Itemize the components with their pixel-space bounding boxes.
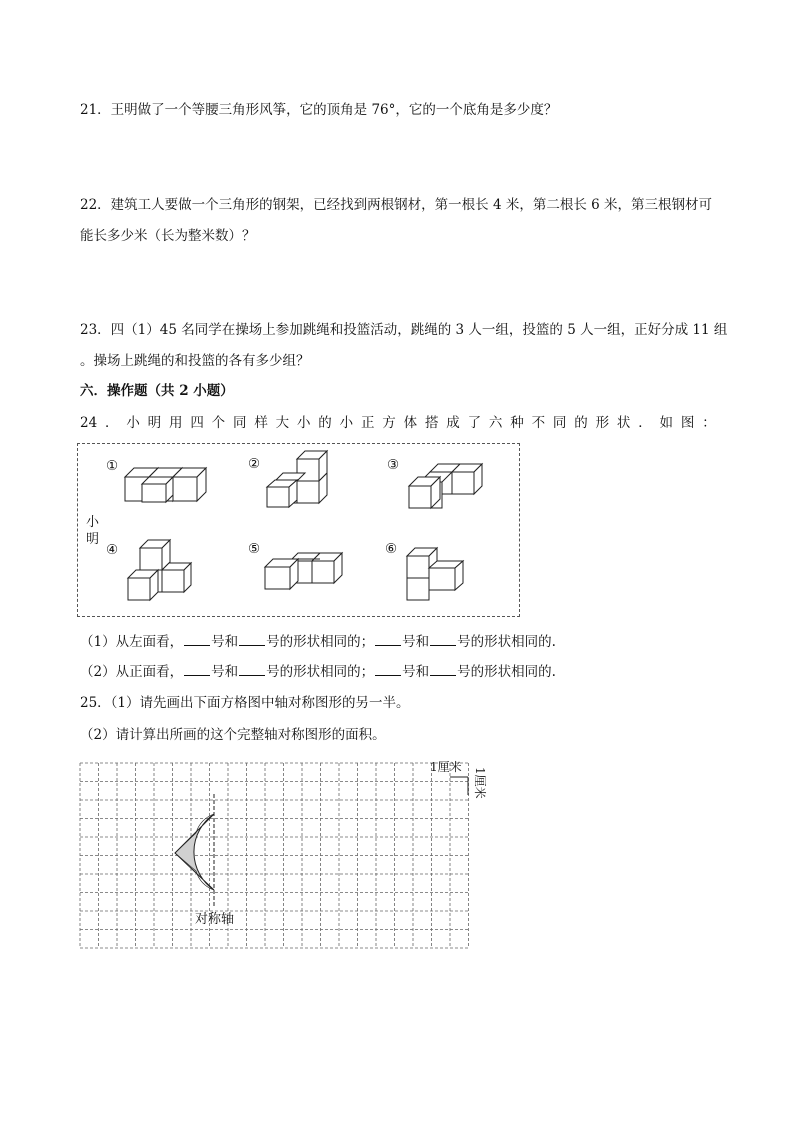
question-24-intro xyxy=(80,414,716,432)
question-24-intro-char: 用 xyxy=(169,415,183,431)
symmetry-grid xyxy=(78,760,487,951)
question-24-intro-char: 种 xyxy=(510,415,524,431)
figure-label-5: ⑤ xyxy=(248,541,261,557)
sub-2-word-3: 号和 xyxy=(402,664,430,680)
sub-1-word-2: 号的形状相同的； xyxy=(266,634,375,650)
answer-blank[interactable] xyxy=(375,633,401,646)
question-24-intro-char: 四 xyxy=(190,415,204,431)
answer-blank[interactable] xyxy=(375,663,401,676)
question-24-intro-char: 同 xyxy=(232,415,247,431)
question-24-intro-char: 明 xyxy=(147,415,162,431)
question-24-intro-char: ． xyxy=(105,415,119,431)
question-24-intro-char: 六 xyxy=(488,415,503,431)
question-25-line-1 xyxy=(80,694,410,712)
question-24-intro-char: 的 xyxy=(574,415,588,431)
cube-figure-box xyxy=(77,443,520,617)
answer-blank[interactable] xyxy=(430,663,456,676)
question-24-intro-char: 同 xyxy=(552,415,567,431)
figure-label-1: ① xyxy=(106,458,119,474)
sub-1-word-4: 号的形状相同的. xyxy=(457,634,556,650)
answer-blank[interactable] xyxy=(184,633,210,646)
question-22-line-2 xyxy=(80,227,256,245)
question-24-intro-char: 样 xyxy=(254,415,268,431)
question-23-line-1 xyxy=(80,321,727,339)
question-24-intro-char: 的 xyxy=(318,415,332,431)
question-24-intro-char: 了 xyxy=(467,415,482,431)
question-24-intro-char: 状 xyxy=(616,415,631,431)
answer-blank[interactable] xyxy=(184,663,210,676)
question-24-intro-char: 个 xyxy=(211,415,226,431)
question-23-line-2 xyxy=(80,352,310,370)
question-22-text-1: 22．建筑工人要做一个三角形的钢架，已经找到两根钢材，第一根长 4 米，第二根长 6 米，第三根钢材可 xyxy=(80,197,713,213)
figure-label-6: ⑥ xyxy=(385,541,398,557)
question-21 xyxy=(80,101,557,119)
question-21-text: 21．王明做了一个等腰三角形风筝，它的顶角是 76°，它的一个底角是多少度？ xyxy=(80,102,558,118)
question-25-line-2 xyxy=(80,726,386,744)
question-24-intro-char: 小 xyxy=(126,415,140,431)
question-24-intro-char: 体 xyxy=(403,415,418,431)
figure-label-2: ② xyxy=(248,456,261,472)
sub-2-word-1: 号和 xyxy=(211,664,239,680)
sub-1-word-3: 号和 xyxy=(402,634,430,650)
cube-shape-5 xyxy=(264,551,356,591)
cube-shape-3 xyxy=(408,462,498,510)
cube-shape-4 xyxy=(127,538,191,602)
answer-blank[interactable] xyxy=(239,663,265,676)
question-24-intro-char: ． xyxy=(638,415,652,431)
question-24-intro-char: 搭 xyxy=(424,415,439,431)
question-24-intro-char: 不 xyxy=(531,415,546,431)
question-24-intro-char: 方 xyxy=(382,415,396,431)
question-24-intro-char: 正 xyxy=(360,415,375,431)
section-6-title-text: 六．操作题（共 2 小题） xyxy=(80,383,234,399)
figure-label-4: ④ xyxy=(106,542,119,558)
question-22-line-1 xyxy=(80,196,712,214)
question-24-intro-char: 形 xyxy=(595,415,610,431)
question-24-intro-char: 小 xyxy=(296,415,311,431)
answer-blank[interactable] xyxy=(239,633,265,646)
answer-blank[interactable] xyxy=(430,633,456,646)
sub-2-prefix: （2）从正面看， xyxy=(80,664,184,680)
figure-label-3: ③ xyxy=(387,457,400,473)
question-22-text-2: 能长多少米（长为整米数）？ xyxy=(80,228,256,244)
question-24-sub-2 xyxy=(80,663,556,681)
sub-2-word-2: 号的形状相同的； xyxy=(266,664,375,680)
question-24-intro-char: 如 xyxy=(659,415,674,431)
question-25-text-2: （2）请计算出所画的这个完整轴对称图形的面积。 xyxy=(80,727,386,743)
question-25-text-1: 25．（1）请先画出下面方格图中轴对称图形的另一半。 xyxy=(80,695,410,711)
unit-label-horizontal: 1厘米 xyxy=(430,760,462,774)
cube-shape-1 xyxy=(124,464,206,504)
question-24-intro-char: 小 xyxy=(339,415,354,431)
axis-label: 对称轴 xyxy=(195,912,235,927)
question-24-intro-char: 图 xyxy=(680,415,695,431)
cube-shape-2 xyxy=(266,447,328,509)
question-24-intro-char: 成 xyxy=(446,415,460,431)
question-24-intro-char: ： xyxy=(702,415,716,431)
unit-label-vertical: 1厘米 xyxy=(473,767,487,799)
question-24-sub-1 xyxy=(80,633,556,651)
sub-2-word-4: 号的形状相同的. xyxy=(457,664,556,680)
question-23-text-1: 23．四（1）45 名同学在操场上参加跳绳和投篮活动，跳绳的 3 人一组，投篮的 5 人一组，正好分成 11 组 xyxy=(80,322,728,338)
figure-side-label: 小明 xyxy=(86,515,100,547)
half-shape xyxy=(175,814,214,890)
sub-1-word-1: 号和 xyxy=(211,634,239,650)
question-23-text-2: 。操场上跳绳的和投篮的各有多少组？ xyxy=(80,353,310,369)
sub-1-prefix: （1）从左面看， xyxy=(80,634,184,650)
question-24-intro-char: 大 xyxy=(275,415,290,431)
question-24-intro-char: 24 xyxy=(80,415,98,431)
section-6-title xyxy=(80,382,234,400)
cube-shape-6 xyxy=(406,544,466,606)
